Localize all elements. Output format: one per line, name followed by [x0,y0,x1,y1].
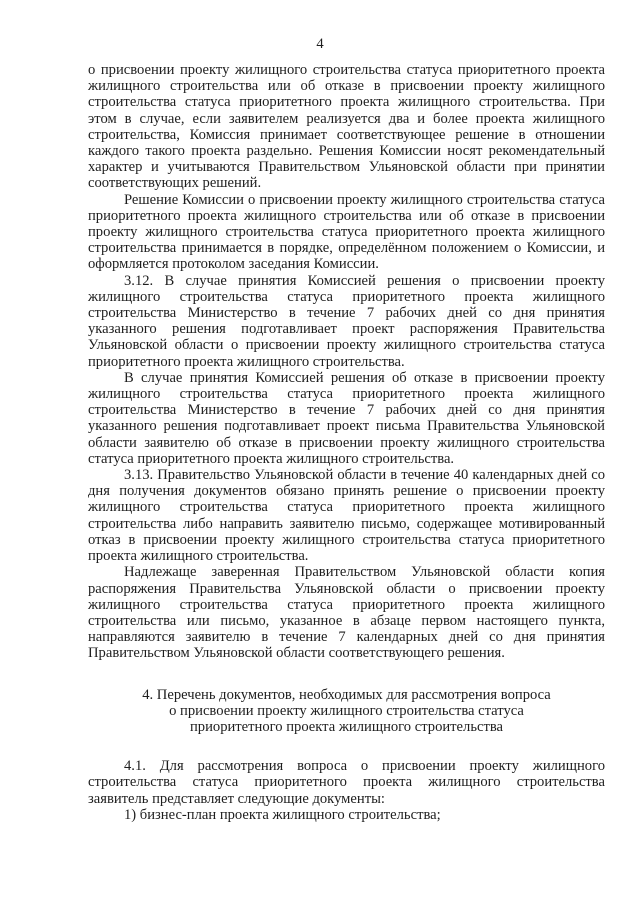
paragraph-continuation: о присвоении проекту жилищного строительства статуса приоритетного проекта жилищного строительства или об отказе в присвоении проекту жилищного строительства статуса приоритетного проекта жилищного строительства. При этом в случае, если заявителем реализуется два и более проекта жилищного строительства, Комиссия принимает соответствующее решение в отношении каждого такого проекта раздельно. Решения Комиссии носят рекомендательный характер и учитываются Правительством Ульяновской области при принятии соответствующих решений. [88,62,605,192]
page-number: 4 [316,36,324,52]
paragraph: В случае принятия Комиссией решения об отказе в присвоении проекту жилищного строительства статуса приоритетного проекта жилищного строительства Министерство в течение 7 рабочих дней со дня принятия указанного решения подготавливает проект письма Правительства Ульяновской области заявителю об отказе в присвоении проекту жилищного строительства статуса приоритетного проекта жилищного строительства. [88,369,605,467]
list-item: 1) бизнес-план проекта жилищного строительства; [124,806,441,823]
section-heading [88,687,605,736]
paragraph-3-13: 3.13. Правительство Ульяновской области в течение 40 календарных дней со дня получения документов обязано принять решение о присвоении проекту жилищного строительства статуса приоритетного проекта жилищного строительства либо направить заявителю письмо, содержащее мотивированный отказ в присвоении проекту жилищного строительства статуса приоритетного проекта жилищного строительства. [88,467,605,565]
paragraph: Решение Комиссии о присвоении проекту жилищного строительства статуса приоритетного проекта жилищного строительства или об отказе в присвоении проекту жилищного строительства статуса приоритетного проекта жилищного строительства принимается в порядке, определённом положением о Комиссии, и оформляется протоколом заседания Комиссии. [88,191,605,273]
section-heading-line: приоритетного проекта жилищного строительства [189,718,504,735]
paragraph: Надлежаще заверенная Правительством Ульяновской области копия распоряжения Правительства Ульяновской области о присвоении проекту жилищного строительства статуса приоритетного проекта жилищного строительства или письмо, указанное в абзаце первом настоящего пункта, направляются заявителю в течение 7 календарных дней со дня принятия Правительством Ульяновской области соответствующего решения. [88,564,605,662]
document-body [88,62,605,823]
paragraph-4-1: 4.1. Для рассмотрения вопроса о присвоении проекту жилищного строительства статуса приоритетного проекта жилищного строительства заявитель представляет следующие документы: [88,758,605,807]
section-heading-line: 4. Перечень документов, необходимых для рассмотрения вопроса [142,686,551,703]
section-heading-line: о присвоении проекту жилищного строительства статуса [169,702,524,719]
paragraph-3-12: 3.12. В случае принятия Комиссией решения о присвоении проекту жилищного строительства статуса приоритетного проекта жилищного строительства Министерство в течение 7 рабочих дней со дня принятия указанного решения подготавливает проект распоряжения Правительства Ульяновской области о присвоении проекту жилищного строительства статуса приоритетного проекта жилищного строительства. [88,272,605,370]
